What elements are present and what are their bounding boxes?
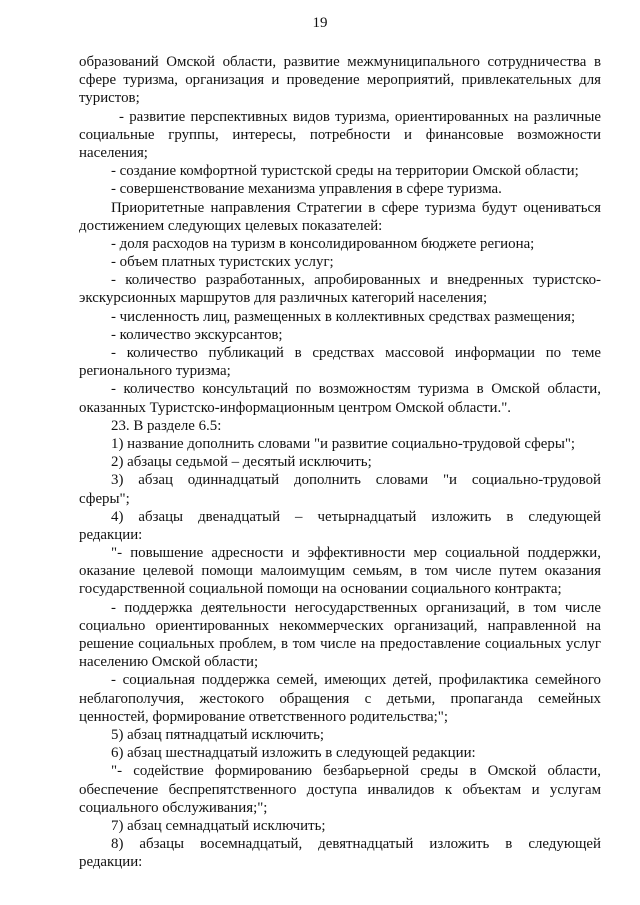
text-line: - создание комфортной туристской среды на территории Омской области;: [111, 163, 579, 180]
text-line: сферы";: [79, 490, 130, 507]
text-line: оказание целевой помощи малоимущим семьям, в том числе путем оказания: [79, 563, 601, 580]
text-line: государственной социальной помощи на основании социального контракта;: [79, 581, 562, 598]
text-line: "- повышение адресности и эффективности мер социальной поддержки,: [111, 545, 601, 562]
text-line: 7) абзац семнадцатый исключить;: [111, 817, 326, 834]
text-line: обеспечение беспрепятственного доступа инвалидов к объектам и услугам: [79, 781, 601, 798]
text-line: экскурсионных маршрутов для различных категорий населения;: [79, 290, 488, 307]
text-line: регионального туризма;: [79, 363, 231, 380]
text-line: 23. В разделе 6.5:: [111, 417, 222, 434]
text-line: ценностей, формирование ответственного родительства;";: [79, 708, 448, 725]
text-line: - объем платных туристских услуг;: [111, 254, 334, 271]
text-line: 1) название дополнить словами "и развитие социально-трудовой сферы";: [111, 435, 576, 452]
text-line: 4) абзацы двенадцатый – четырнадцатый изложить в следующей: [111, 508, 601, 525]
text-line: редакции:: [79, 526, 143, 543]
text-line: оказанных Туристско-информационным центром Омской области.".: [79, 399, 512, 416]
text-line: образований Омской области, развитие межмуниципального сотрудничества в: [79, 54, 601, 70]
text-line: 5) абзац пятнадцатый исключить;: [111, 726, 325, 743]
text-line: - совершенствование механизма управления в сфере туризма.: [111, 181, 502, 198]
text-line: социально ориентированных некоммерческих организаций, направленной на: [79, 617, 601, 634]
text-line: социального обслуживания;";: [79, 799, 268, 816]
text-line: сфере туризма, организация и проведение мероприятий, привлекательных для: [79, 72, 601, 89]
text-line: социальные группы, интересы, потребности и финансовые возможности: [79, 126, 601, 143]
text-line: редакции:: [79, 854, 143, 871]
document-body: [79, 53, 601, 871]
text-line: решение социальных проблем, в том числе на предоставление социальных услуг: [79, 636, 601, 652]
text-line: населения;: [79, 144, 148, 161]
text-line: населению Омской области;: [79, 654, 259, 671]
text-line: туристов;: [79, 90, 140, 107]
page-number: 19: [312, 15, 328, 31]
text-line: - количество публикаций в средствах массовой информации по теме: [111, 345, 601, 361]
text-line: - социальная поддержка семей, имеющих детей, профилактика семейного: [111, 672, 601, 689]
text-line: неблагополучия, жестокого обращения с детьми, пропаганда семейных: [79, 690, 601, 707]
text-line: - численность лиц, размещенных в коллективных средствах размещения;: [111, 308, 576, 325]
text-line: - поддержка деятельности негосударственных организаций, в том числе: [111, 599, 601, 616]
text-line: "- содействие формированию безбарьерной среды в Омской области,: [111, 763, 601, 780]
text-line: Приоритетные направления Стратегии в сфере туризма будут оцениваться: [111, 199, 601, 216]
text-line: 6) абзац шестнадцатый изложить в следующей редакции:: [111, 745, 476, 762]
text-line: - развитие перспективных видов туризма, ориентированных на различные: [119, 108, 601, 125]
text-line: достижением следующих целевых показателей:: [79, 217, 383, 234]
text-line: 2) абзацы седьмой – десятый исключить;: [111, 454, 372, 471]
text-line: - количество экскурсантов;: [111, 326, 283, 343]
text-line: - количество разработанных, апробированных и внедренных туристско-: [111, 272, 601, 289]
text-line: - количество консультаций по возможностям туризма в Омской области,: [111, 381, 601, 398]
text-line: - доля расходов на туризм в консолидированном бюджете региона;: [111, 235, 535, 252]
text-line: 8) абзацы восемнадцатый, девятнадцатый изложить в следующей: [111, 836, 601, 853]
text-line: 3) абзац одиннадцатый дополнить словами "и социально-трудовой: [111, 472, 601, 489]
